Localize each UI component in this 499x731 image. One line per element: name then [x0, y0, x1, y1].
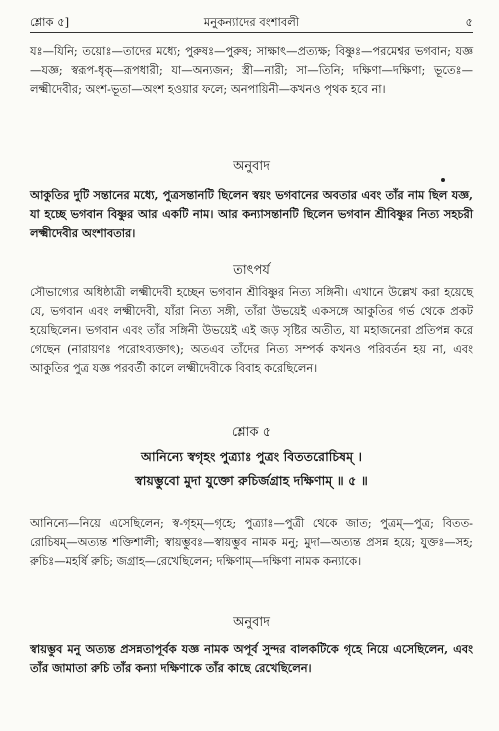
verse-line-2: স্বায়ম্ভুবো মুদা যুক্তো রুচির্জগ্রাহ দক্ষিণাম্ ॥ ৫ ॥: [135, 473, 368, 488]
header-chapter-title: মনুকন্যাদের বংশাবলী: [203, 15, 300, 29]
word-meaning-2-text: আনিন্যে—নিয়ে এসেছিলেন; স্ব-গৃহম্—গৃহে; পুত্র্যাঃ—পুত্রী থেকে জাত; পুত্রম্—পুত্র; বিতত-রোচিষম্—অত্যন্ত শক্তিশালী; স্বায়ম্ভুবঃ—স্বায়ম্ভুব নামক মনু; মুদা—অত্যন্ত প্রসন্ন হয়ে; যুক্তঃ—সহ; রুচিঃ—মহর্ষি রুচি; জগ্রাহ—রেখেছিলেন; দক্ষিণাম্—দক্ষিণা নামক কন্যাকে।: [30, 516, 473, 568]
word-meaning-1-text: যঃ—যিনি; তয়োঃ—তাদের মধ্যে; পুরুষঃ—পুরুষ; সাক্ষাৎ—প্রত্যক্ষ; বিষ্ণুঃ—পরমেশ্বর ভগবান; যজ্ঞ—যজ্ঞ; স্বরূপ-ধৃক্—রূপধারী; যা—অন্যজন; স্ত্রী—নারী; সা—তিনি; দক্ষিণা—দক্ষিণা; ভূতেঃ—লক্ষ্মীদেবীর; অংশ-ভূতা—অংশ হওয়ার ফলে; অনপায়িনী—কখনও পৃথক হবে না।: [30, 44, 473, 96]
verse-line-1: আনিন্যে স্বগৃহং পুত্র্যাঃ পুত্রং বিততরোচিষম্ ।: [141, 449, 362, 464]
translation-1: [30, 186, 473, 243]
translation-2-title: অনুবাদ: [233, 615, 270, 630]
word-meaning-1: [30, 42, 473, 99]
translation-1-title: অনুবাদ: [233, 159, 270, 174]
verse-title: শ্লোক ৫: [231, 425, 272, 440]
stray-dot: [441, 178, 445, 182]
purport-text: সৌভাগ্যের অধিষ্ঠাত্রী লক্ষ্মীদেবী হচ্ছেন ভগবান শ্রীবিষ্ণুর নিত্য সঙ্গিনী। এখানে উল্লেখ করা হয়েছে যে, ভগবান এবং লক্ষ্মীদেবী, যাঁরা নিত্য সঙ্গী, তাঁরা উভয়েই একসঙ্গে আকুতির গর্ভ থেকে প্রকট হয়েছিলেন। ভগবান এবং তাঁর সঙ্গিনী উভয়েই এই জড় সৃষ্টির অতীত, যা মহাজনেরা প্রতিপন্ন করে গেছেন (নারায়ণঃ পরোঽব্যক্তাৎ); অতএব তাঁদের নিত্য সম্পর্ক কখনও পরিবর্তন হয় না, এবং আকুতির পুত্র যজ্ঞ পরবর্তী কালে লক্ষ্মীদেবীকে বিবাহ করেছিলেন।: [30, 285, 473, 375]
purport: [30, 283, 473, 378]
header-verse-ref: শ্লোক ৫]: [30, 15, 70, 29]
page-number: ৫: [465, 15, 473, 29]
translation-2: [30, 640, 473, 678]
word-meaning-2: [30, 514, 473, 571]
purport-title: তাৎপর্য: [233, 263, 270, 278]
translation-1-text: আকুতির দুটি সন্তানের মধ্যে, পুত্রসন্তানটি ছিলেন স্বয়ং ভগবানের অবতার এবং তাঁর নাম ছিল যজ্ঞ, যা হচ্ছে ভগবান বিষ্ণুর আর একটি নাম। আর কন্যাসন্তানটি ছিলেন ভগবান শ্রীবিষ্ণুর নিত্য সহচরী লক্ষ্মীদেবীর অংশাবতার।: [30, 188, 473, 240]
translation-2-text: স্বায়ম্ভুব মনু অত্যন্ত প্রসন্নতাপূর্বক যজ্ঞ নামক অপূর্ব সুন্দর বালকটিকে গৃহে নিয়ে এসেছিলেন, এবং তাঁর জামাতা রুচি তাঁর কন্যা দক্ষিণাকে তাঁর কাছে রেখেছিলেন।: [30, 642, 473, 675]
running-header: [30, 12, 473, 33]
